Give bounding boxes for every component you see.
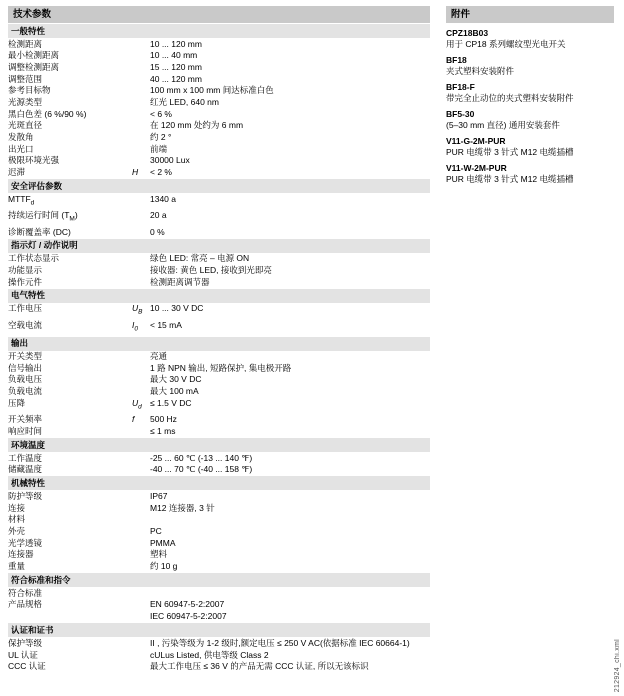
spec-symbol — [132, 464, 150, 476]
accessory-name: CPZ18B03 — [446, 28, 489, 38]
spec-row — [8, 561, 430, 573]
spec-value: IP67 — [150, 490, 168, 501]
spec-group-header: 输出 — [8, 337, 430, 351]
spec-label: 检测距离 — [8, 38, 43, 49]
spec-label: 响应时间 — [8, 425, 43, 436]
spec-symbol — [132, 61, 150, 73]
spec-label: 负载电压 — [8, 374, 43, 385]
spec-label: 黑白色差 (6 %/90 %) — [8, 108, 87, 119]
spec-label: 诊断覆盖率 (DC) — [8, 226, 71, 237]
technical-data-body — [8, 24, 430, 672]
spec-label: 防护等级 — [8, 490, 43, 501]
spec-symbol: H — [132, 167, 139, 178]
spec-symbol — [132, 96, 150, 108]
spec-row — [8, 226, 430, 238]
spec-row — [8, 319, 430, 335]
spec-value: 10 ... 120 mm — [150, 38, 202, 49]
accessory-item — [446, 28, 614, 50]
spec-label: 极限环境光强 — [8, 155, 60, 166]
spec-label: 负载电流 — [8, 386, 43, 397]
accessory-description: 夹式塑料安装附件 — [446, 66, 515, 76]
accessory-name: BF18-F — [446, 82, 475, 92]
spec-group-header: 符合标准和指令 — [8, 573, 430, 587]
spec-value: 接收器: 黄色 LED, 接收到光即亮 — [150, 264, 272, 275]
spec-symbol — [132, 661, 150, 673]
spec-symbol — [132, 386, 150, 398]
spec-value: 100 mm x 100 mm 间达标准白色 — [150, 85, 274, 96]
accessory-description: PUR 电缆带 3 针式 M12 电缆插槽 — [446, 147, 574, 157]
spec-symbol — [132, 362, 150, 374]
spec-row — [8, 661, 430, 673]
spec-symbol: $U_B$ — [132, 303, 143, 317]
spec-value: 40 ... 120 mm — [150, 73, 202, 84]
spec-row — [8, 61, 430, 73]
spec-symbol — [132, 210, 150, 226]
accessory-name: V11-W-2M-PUR — [446, 163, 507, 173]
spec-label: 光斑直径 — [8, 120, 43, 131]
spec-symbol — [132, 226, 150, 238]
spec-row — [8, 303, 430, 319]
spec-label: 信号输出 — [8, 362, 43, 373]
accessory-description: 用于 CP18 系列螺纹型光电开关 — [446, 39, 566, 49]
spec-table — [8, 587, 430, 622]
spec-value: M12 连接器, 3 针 — [150, 502, 215, 513]
spec-row — [8, 637, 430, 649]
spec-label: 材料 — [8, 514, 26, 525]
accessory-description: (5–30 mm 直径) 通用安装套件 — [446, 120, 560, 130]
spec-label: 连接 — [8, 502, 26, 513]
spec-row — [8, 525, 430, 537]
spec-label: 重量 — [8, 561, 26, 572]
accessories-column — [446, 6, 614, 190]
spec-symbol — [132, 264, 150, 276]
spec-value: 30000 Lux — [150, 155, 190, 166]
spec-symbol — [132, 155, 150, 167]
spec-row — [8, 167, 430, 179]
accessory-item — [446, 82, 614, 104]
spec-value: -40 ... 70 ℃ (-40 ... 158 ℉) — [150, 464, 253, 475]
spec-row — [8, 502, 430, 514]
spec-symbol — [132, 425, 150, 437]
spec-symbol — [132, 50, 150, 62]
spec-symbol — [132, 85, 150, 97]
spec-value: 约 2 ° — [150, 132, 172, 143]
spec-symbol — [132, 599, 150, 611]
spec-label: 功能显示 — [8, 264, 43, 275]
spec-table — [8, 253, 430, 288]
spec-row — [8, 490, 430, 502]
spec-row — [8, 464, 430, 476]
spec-value: 在 120 mm 处约为 6 mm — [150, 120, 244, 131]
spec-value: -25 ... 60 ℃ (-13 ... 140 ℉) — [150, 452, 253, 463]
spec-symbol: $U_d$ — [132, 397, 142, 411]
spec-symbol — [132, 193, 150, 209]
spec-symbol — [132, 73, 150, 85]
spec-label: 开关频率 — [8, 414, 43, 425]
spec-group-header: 认证和证书 — [8, 623, 430, 637]
spec-row — [8, 397, 430, 413]
spec-row — [8, 155, 430, 167]
spec-symbol — [132, 561, 150, 573]
spec-symbol — [132, 452, 150, 464]
spec-label: 发散角 — [8, 132, 34, 143]
spec-value: 0 % — [150, 226, 165, 237]
spec-group-header: 指示灯 / 动作说明 — [8, 239, 430, 253]
spec-symbol — [132, 132, 150, 144]
spec-row — [8, 351, 430, 363]
accessory-item — [446, 136, 614, 158]
spec-symbol: f — [132, 414, 135, 425]
spec-row — [8, 537, 430, 549]
spec-label: 开关类型 — [8, 351, 43, 362]
spec-table — [8, 637, 430, 672]
spec-label: 最小检测距离 — [8, 50, 60, 61]
section-title-technical-data: 技术参数 — [8, 6, 430, 23]
spec-label: 空载电流 — [8, 319, 43, 330]
spec-row — [8, 50, 430, 62]
spec-table — [8, 452, 430, 475]
spec-symbol — [132, 514, 150, 526]
spec-table — [8, 303, 430, 336]
spec-label: 光学透镜 — [8, 537, 43, 548]
spec-row — [8, 362, 430, 374]
spec-label: 工作电压 — [8, 303, 43, 314]
accessory-description: 带完全止动位的夹式塑料安装附件 — [446, 93, 574, 103]
spec-value: ≤ 1.5 V DC — [150, 397, 192, 408]
accessory-description: PUR 电缆带 3 针式 M12 电缆插槽 — [446, 174, 574, 184]
spec-row — [8, 132, 430, 144]
spec-value: cULus Listed, 供电等级 Class 2 — [150, 649, 269, 660]
spec-label — [8, 611, 132, 623]
accessory-name: BF5-30 — [446, 109, 475, 119]
spec-group-header: 安全评估参数 — [8, 179, 430, 193]
spec-label: 工作温度 — [8, 452, 43, 463]
spec-row — [8, 425, 430, 437]
spec-row — [8, 210, 430, 226]
spec-row — [8, 143, 430, 155]
spec-symbol — [132, 649, 150, 661]
spec-symbol — [132, 637, 150, 649]
spec-value: < 6 % — [150, 108, 172, 119]
spec-symbol — [132, 525, 150, 537]
spec-symbol: $I_0$ — [132, 319, 138, 333]
spec-value: 1340 a — [150, 193, 176, 204]
spec-row — [8, 85, 430, 97]
spec-value: < 15 mA — [150, 319, 182, 330]
accessory-name: V11-G-2M-PUR — [446, 136, 506, 146]
spec-value: 前端 — [150, 143, 168, 154]
spec-value: IEC 60947-5-2:2007 — [150, 611, 227, 622]
spec-value: 15 ... 120 mm — [150, 61, 202, 72]
spec-value — [150, 514, 430, 526]
spec-value — [150, 587, 430, 599]
spec-row — [8, 386, 430, 398]
spec-label: 连接器 — [8, 549, 34, 560]
spec-value: 红光 LED, 640 nm — [150, 97, 219, 108]
technical-data-column — [8, 6, 430, 672]
spec-symbol — [132, 38, 150, 50]
accessory-item — [446, 109, 614, 131]
spec-value: II , 污染等级为 1-2 级时,额定电压 ≤ 250 V AC(依据标准 IEC 60664-1) — [150, 637, 410, 648]
spec-row — [8, 587, 430, 599]
accessory-item — [446, 55, 614, 77]
spec-value: EN 60947-5-2:2007 — [150, 599, 225, 610]
spec-table — [8, 193, 430, 237]
spec-value: PC — [150, 526, 162, 537]
spec-row — [8, 193, 430, 209]
spec-label: 操作元件 — [8, 276, 43, 287]
spec-row — [8, 599, 430, 611]
spec-symbol — [132, 502, 150, 514]
spec-value: 最大 30 V DC — [150, 374, 202, 385]
spec-row — [8, 253, 430, 265]
spec-symbol — [132, 549, 150, 561]
spec-symbol — [132, 611, 150, 623]
spec-symbol — [132, 351, 150, 363]
spec-row — [8, 276, 430, 288]
spec-row — [8, 120, 430, 132]
spec-label: 保护等级 — [8, 637, 43, 648]
spec-symbol — [132, 587, 150, 599]
spec-table — [8, 351, 430, 438]
spec-symbol — [132, 120, 150, 132]
spec-label: 调整范围 — [8, 73, 43, 84]
spec-group-header: 电气特性 — [8, 289, 430, 303]
spec-label: 迟滞 — [8, 167, 26, 178]
spec-group-header: 机械特性 — [8, 476, 430, 490]
spec-label: 出光口 — [8, 143, 34, 154]
spec-symbol — [132, 276, 150, 288]
spec-value: 1 路 NPN 输出, 短路保护, 集电极开路 — [150, 362, 292, 373]
spec-value: 10 ... 30 V DC — [150, 303, 204, 314]
accessory-name: BF18 — [446, 55, 467, 65]
spec-row — [8, 374, 430, 386]
accessory-item — [446, 163, 614, 185]
spec-value: 最大 100 mA — [150, 386, 199, 397]
accessories-list — [446, 28, 614, 185]
spec-row — [8, 38, 430, 50]
spec-value: 最大工作电压 ≤ 36 V 的产品无需 CCC 认证, 所以无该标识 — [150, 661, 369, 672]
spec-value: ≤ 1 ms — [150, 425, 176, 436]
spec-row — [8, 549, 430, 561]
spec-value: 500 Hz — [150, 414, 177, 425]
spec-row — [8, 649, 430, 661]
spec-row — [8, 414, 430, 426]
spec-value: 10 ... 40 mm — [150, 50, 198, 61]
spec-symbol — [132, 490, 150, 502]
spec-row — [8, 611, 430, 623]
spec-group-header: 一般特性 — [8, 24, 430, 38]
spec-symbol — [132, 253, 150, 265]
spec-table — [8, 490, 430, 572]
spec-row — [8, 73, 430, 85]
spec-symbol — [132, 108, 150, 120]
spec-label: 参考目标物 — [8, 85, 51, 96]
spec-row — [8, 108, 430, 120]
spec-label: 持续运行时间 $(T_M)$ — [8, 210, 78, 223]
section-title-accessories: 附件 — [446, 6, 614, 23]
spec-value: PMMA — [150, 537, 176, 548]
spec-label: UL 认证 — [8, 649, 38, 660]
spec-label: 符合标准 — [8, 587, 43, 598]
spec-value: 约 10 g — [150, 561, 178, 572]
spec-symbol — [132, 537, 150, 549]
spec-value: 塑料 — [150, 549, 168, 560]
spec-label: CCC 认证 — [8, 661, 46, 672]
spec-value: 检测距离调节器 — [150, 276, 210, 287]
spec-value: 亮通 — [150, 351, 168, 362]
spec-label: 储藏温度 — [8, 464, 43, 475]
spec-value: 20 a — [150, 210, 167, 221]
spec-row — [8, 96, 430, 108]
spec-row — [8, 452, 430, 464]
document-code: 212924_chi.xml — [614, 638, 621, 692]
spec-value: < 2 % — [150, 167, 172, 178]
spec-label: 外壳 — [8, 526, 26, 537]
spec-group-header: 环境温度 — [8, 438, 430, 452]
spec-symbol — [132, 143, 150, 155]
spec-label: 产品规格 — [8, 599, 43, 610]
spec-label: 光源类型 — [8, 97, 43, 108]
spec-value: 绿色 LED: 常亮 – 电源 ON — [150, 253, 250, 264]
spec-label: 压降 — [8, 397, 26, 408]
spec-label: $MTTF_d$ — [8, 193, 35, 207]
spec-label: 调整检测距离 — [8, 61, 60, 72]
spec-label: 工作状态显示 — [8, 253, 60, 264]
spec-table — [8, 38, 430, 178]
spec-row — [8, 514, 430, 526]
spec-row — [8, 264, 430, 276]
spec-symbol — [132, 374, 150, 386]
